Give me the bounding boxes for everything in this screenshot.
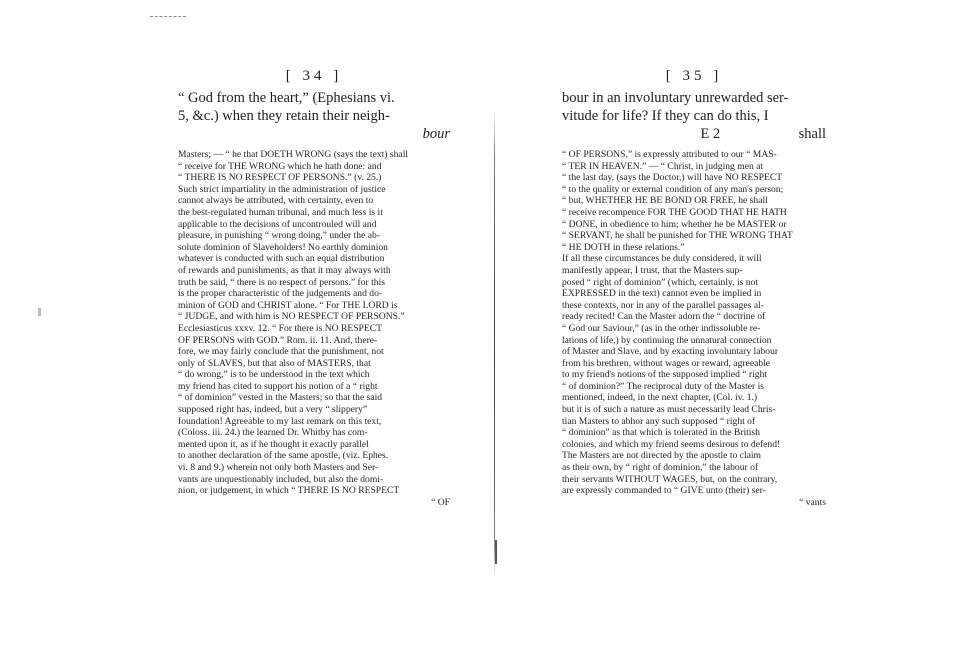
text-line: “ OF PERSONS,” is expressly attributed to our “ MAS- [562,149,777,160]
catchword: shall [798,126,826,142]
text-line: “ God our Saviour,” (as in the other indissoluble re- [562,322,761,334]
lead-line: vitude for life? If they can do this, I [562,108,769,124]
text-line: applicable to the decisions of uncontrouled will and [178,218,377,230]
text-line: nion, or judgement, in which “ THERE IS NO RESPECT [178,485,400,497]
text-line: (Coloss. iii. 24.) the learned Dr. Whitby has com- [178,427,368,439]
corner-scan-mark [150,16,186,19]
text-line: “ SERVANT, he shall be punished for THE WRONG THAT [562,230,793,242]
text-line: ready recited! Can the Master adorn the “ doctrine of [562,311,766,323]
text-line: “ receive for THE WRONG which he hath done: and [178,160,382,172]
text-line: vi. 8 and 9.) wherein not only both Masters and Ser- [178,462,379,474]
signature-mark: E 2 [700,126,721,142]
text-line: “ receive recompence FOR THE GOOD THAT HE HATH [562,206,787,218]
text-line: truth be said, “ there is no respect of persons.” for this [178,276,386,288]
lead-line: “ God from the heart,” (Ephesians vi. [178,90,395,106]
text-line: supposed right has, indeed, but a very “ slippery” [178,404,368,416]
text-line: cannot always be attributed, with certainty, even to [178,195,374,207]
text-line: fore, we may fairly conclude that the punishment, not [178,346,384,358]
text-line: If all these circumstances be duly considered, it will [562,253,762,265]
text-line: vants are unquestionably included, but also the domi- [178,473,384,485]
text-line: the best-regulated human tribunal, and much less is it [178,206,383,218]
text-line: foundation! Agreeable to my last remark on this text, [178,415,382,427]
text-line: Ecclesiasticus xxxv. 12. “ For there is NO RESPECT [178,322,383,334]
text-line: The Masters are not directed by the apostle to claim [562,450,762,462]
text-line: posed “ right of dominion” (which, certainly, is not [562,276,759,288]
text-line: from his brethren, without wages or reward, agreeable [562,357,771,369]
text-line: are expressly commanded to “ GIVE unto (their) ser- [562,485,766,497]
margin-speck [38,308,41,316]
text-line: solute dominion of Slaveholders! No earthly dominion [178,241,388,253]
text-line: “ DONE, in obedience to him; whether he be MASTER or [562,218,787,230]
text-line: pleasure, in punishing “ wrong doing,” under the ab- [178,230,380,242]
text-line: “ the last day, (says the Doctor,) will have NO RESPECT [562,172,783,184]
page-number: [ 35 ] [665,68,723,84]
text-line: these contexts, nor in any of the parallel passages al- [562,299,764,311]
text-line: of Master and Slave, and by exacting involuntary labour [562,346,779,358]
text-line: colonies, and which my friend seems desirous to defend! [562,438,781,450]
text-line: only of SLAVES, but that also of MASTERS, that [178,357,371,369]
text-line: mented upon it, as if he thought it exactly parallel [178,438,369,450]
text-line: “ JUDGE, and with him is NO RESPECT OF PERSONS.” [178,311,405,323]
text-line: but it is of such a nature as must necessarily lead Chris- [562,404,776,416]
text-line: to my friend's notions of the supposed implied “ right [562,369,768,381]
catchword: bour [422,126,450,142]
text-line: Masters; — “ he that DOETH WRONG (says the text) shall [178,149,409,160]
text-line: my friend has cited to support his notion of a “ right [178,380,378,392]
text-line: “ do wrong,” is to be understood in the text which [178,369,370,381]
text-line: “ HE DOTH in these relations.” [562,241,685,253]
lead-lines [178,89,450,143]
lead-line: 5, &c.) when they retain their neigh- [178,108,390,124]
text-line: “ TER IN HEAVEN.” — “ Christ, in judging men at [562,160,764,172]
right-page [562,68,826,508]
text-line: mentioned, indeed, in the next chapter, (Col. iv. 1.) [562,392,758,404]
text-line: lations of life,) by continuing the unnatural connection [562,334,772,346]
end-catchword: “ vants [799,496,826,508]
text-line: manifestly appear, I trust, that the Masters sup- [562,264,743,276]
text-line: as their own, by “ right of dominion,” the labour of [562,462,759,474]
lead-lines [562,89,826,125]
text-line: “ of dominion?” The reciprocal duty of the Master is [562,380,765,392]
text-line: minion of GOD and CHRIST alone. “ For THE LORD is [178,299,398,311]
text-line: “ of dominion” vested in the Masters; so that the said [178,392,383,404]
left-page [178,68,450,508]
signature-row [562,125,826,143]
gutter-mark [495,540,497,564]
text-line: EXPRESSED in the text) cannot even be implied in [562,288,762,300]
text-line: is the proper characteristic of the judgements and do- [178,288,383,300]
book-gutter [494,110,495,580]
text-line: their servants WITHOUT WAGES, but, on the contrary, [562,473,778,485]
body-text [562,149,826,508]
end-catchword: “ OF [431,496,450,508]
text-line: “ to the quality or external condition of any man's person; [562,183,784,195]
text-line: “ THERE IS NO RESPECT OF PERSONS.” (v. 25.) [178,172,382,184]
text-line: whatever is conducted with such an equal distribution [178,253,385,265]
text-line: “ dominion” as that which is tolerated in the British [562,427,760,439]
body-text [178,149,450,508]
text-line: “ but, WHETHER HE BE BOND OR FREE, he shall [562,195,768,207]
text-line: Such strict impartiality in the administration of justice [178,183,386,195]
text-line: tian Masters to abhor any such supposed “ right of [562,415,756,427]
lead-line: bour in an involuntary unrewarded ser- [562,90,789,106]
text-line: OF PERSONS with GOD.” Rom. ii. 11. And, there- [178,334,378,346]
page-number: [ 34 ] [285,68,343,84]
text-line: of rewards and punishments, as that it may always with [178,264,391,276]
text-line: to another declaration of the same apostle, (viz. Ephes. [178,450,389,462]
